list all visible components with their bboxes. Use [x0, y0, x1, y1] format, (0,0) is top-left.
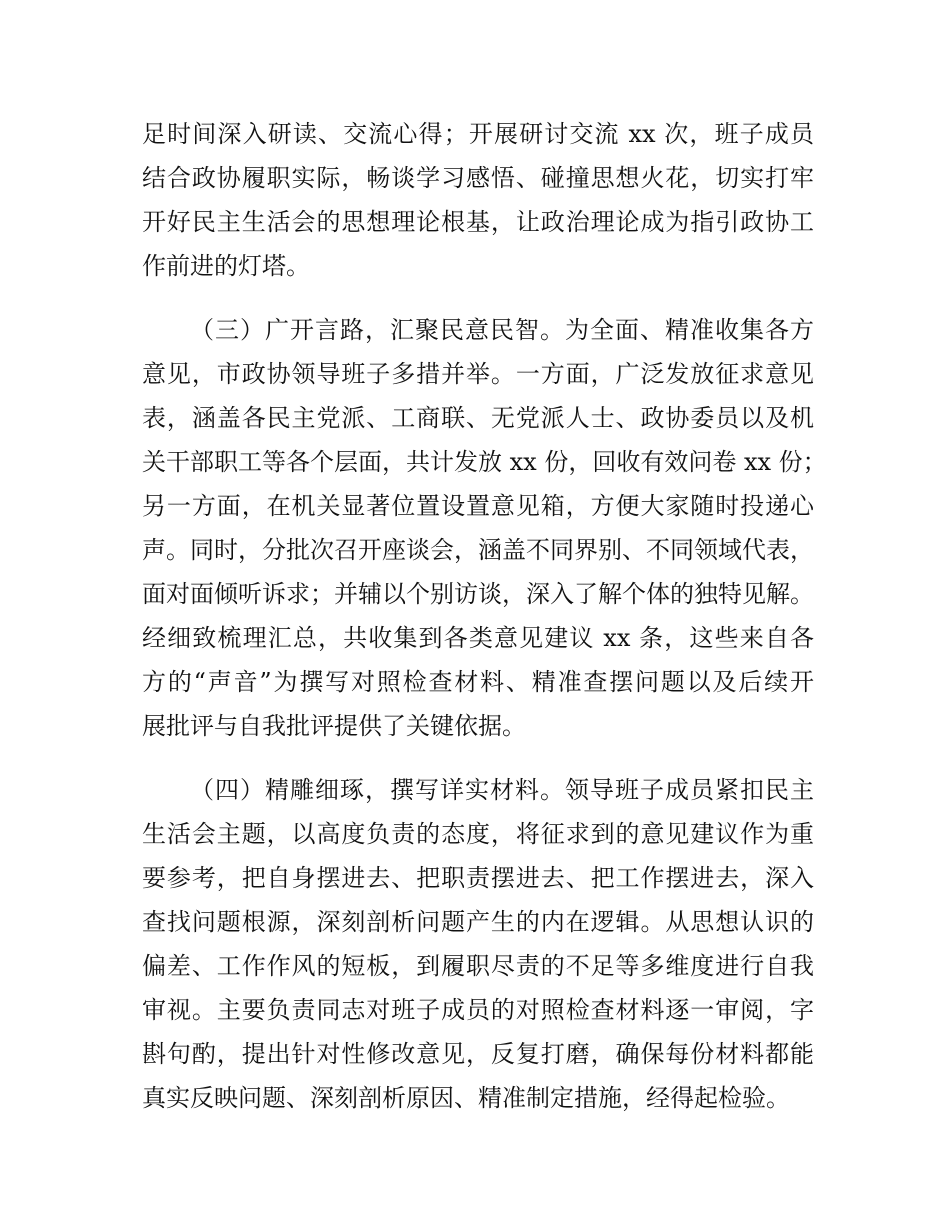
text-line: 审视。主要负责同志对班子成员的对照检查材料逐一审阅，字: [142, 996, 814, 1024]
text-line: 声。同时，分批次召开座谈会，涵盖不同界别、不同领域代表，: [142, 536, 814, 564]
section-heading-line: （三）广开言路，汇聚民意民智。为全面、精准收集各方: [190, 316, 814, 344]
paragraph-study-exchange: [142, 112, 814, 288]
text-line: 作前进的灯塔。: [142, 252, 310, 280]
text-line: 关干部职工等各个层面，共计发放 xx 份，回收有效问卷 xx 份；: [142, 448, 827, 476]
paragraph-section-four: [142, 768, 814, 1120]
text-line: 足时间深入研读、交流心得；开展研讨交流 xx 次，班子成员: [142, 120, 814, 148]
text-line: 偏差、工作作风的短板，到履职尽责的不足等多维度进行自我: [142, 952, 814, 980]
text-line: 真实反映问题、深刻剖析原因、精准制定措施，经得起检验。: [142, 1084, 790, 1112]
section-heading-line: （四）精雕细琢，撰写详实材料。领导班子成员紧扣民主: [190, 776, 814, 804]
text-line: 开好民主生活会的思想理论根基，让政治理论成为指引政协工: [142, 208, 814, 236]
text-line: 结合政协履职实际，畅谈学习感悟、碰撞思想火花，切实打牢: [142, 164, 814, 192]
text-line: 经细致梳理汇总，共收集到各类意见建议 xx 条，这些来自各: [142, 624, 814, 652]
paragraph-section-three: [142, 308, 827, 748]
text-line: 生活会主题，以高度负责的态度，将征求到的意见建议作为重: [142, 820, 814, 848]
text-line: 意见，市政协领导班子多措并举。一方面，广泛发放征求意见: [142, 360, 814, 388]
text-line: 斟句酌，提出针对性修改意见，反复打磨，确保每份材料都能: [142, 1040, 814, 1068]
text-line: 表，涵盖各民主党派、工商联、无党派人士、政协委员以及机: [142, 404, 814, 432]
text-line: 要参考，把自身摆进去、把职责摆进去、把工作摆进去，深入: [142, 864, 814, 892]
text-line: 另一方面，在机关显著位置设置意见箱，方便大家随时投递心: [142, 492, 814, 520]
text-line: 查找问题根源，深刻剖析问题产生的内在逻辑。从思想认识的: [142, 908, 814, 936]
text-line: 面对面倾听诉求；并辅以个别访谈，深入了解个体的独特见解。: [142, 580, 814, 608]
text-line: 展批评与自我批评提供了关键依据。: [142, 712, 526, 740]
document-body: [142, 112, 827, 1120]
text-line: 方的“声音”为撰写对照检查材料、精准查摆问题以及后续开: [142, 668, 814, 696]
